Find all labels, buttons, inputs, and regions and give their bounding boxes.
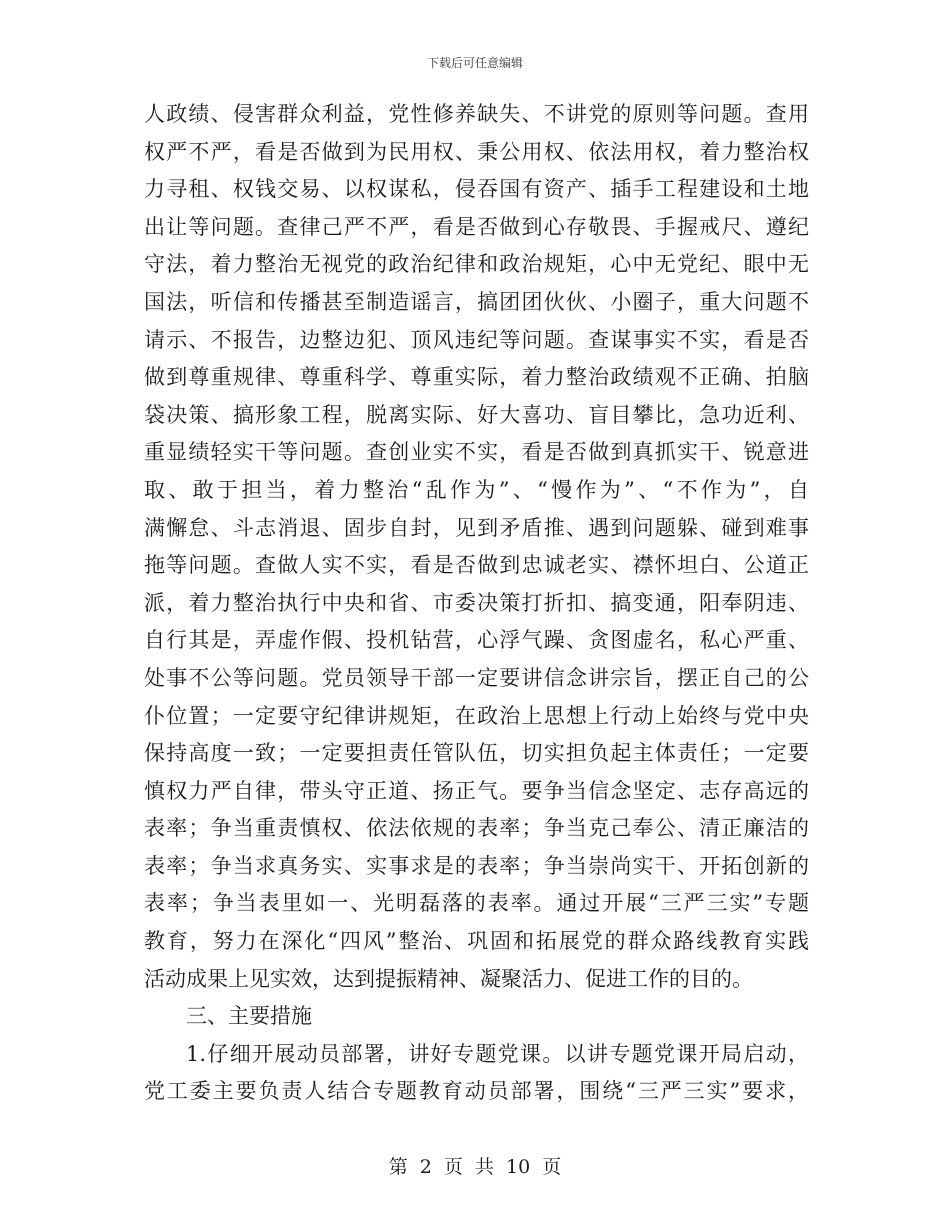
paragraph-line: 活动成果上见实效，达到提振精神、凝聚活力、促进工作的目的。 (144, 966, 753, 991)
paragraph-line: 保持高度一致；一定要担责任管队伍，切实担负起主体责任；一定要 (144, 741, 809, 766)
paragraph-line: 表率；争当求真务实、实事求是的表率；争当崇尚实干、开拓创新的 (144, 853, 809, 878)
page-number-footer: 第 2 页 共 10 页 (388, 1156, 562, 1178)
paragraph-line: 自行其是，弄虚作假、投机钻营，心浮气躁、贪图虚名，私心严重、 (144, 628, 809, 653)
paragraph-line: 表率；争当表里如一、光明磊落的表率。通过开展“三严三实”专题 (144, 891, 809, 916)
paragraph-line: 派，着力整治执行中央和省、市委决策打折扣、搞变通，阳奉阴违、 (144, 590, 809, 615)
paragraph-line: 1.仔细开展动员部署，讲好专题党课。以讲专题党课开局启动， (186, 1041, 809, 1066)
paragraph-line: 国法，听信和传播甚至制造谣言，搞团团伙伙、小圈子，重大问题不 (144, 289, 809, 314)
paragraph-line: 仆位置；一定要守纪律讲规矩，在政治上思想上行动上始终与党中央 (144, 703, 809, 728)
paragraph-line: 重显绩轻实干等问题。查创业实不实，看是否做到真抓实干、锐意进 (144, 440, 809, 465)
document-body (144, 96, 809, 1111)
paragraph-line: 请示、不报告，边整边犯、顶风违纪等问题。查谋事实不实，看是否 (144, 327, 809, 352)
paragraph-line: 拖等问题。查做人实不实，看是否做到忠诚老实、襟怀坦白、公道正 (144, 553, 809, 578)
paragraph-line: 表率；争当重责慎权、依法依规的表率；争当克己奉公、清正廉洁的 (144, 816, 809, 841)
paragraph-line: 慎权力严自律，带头守正道、扬正气。要争当信念坚定、志存高远的 (144, 778, 809, 803)
paragraph-line: 守法，着力整治无视党的政治纪律和政治规矩，心中无党纪、眼中无 (144, 252, 809, 277)
paragraph-line: 满懈怠、斗志消退、固步自封，见到矛盾推、遇到问题躲、碰到难事 (144, 515, 809, 540)
paragraph-line: 取、敢于担当，着力整治“乱作为”、“慢作为”、“不作为”，自 (144, 477, 809, 502)
paragraph-line: 做到尊重规律、尊重科学、尊重实际，着力整治政绩观不正确、拍脑 (144, 365, 809, 390)
paragraph-line: 教育，努力在深化“四风”整治、巩固和拓展党的群众路线教育实践 (144, 929, 809, 954)
paragraph-line: 权严不严，看是否做到为民用权、秉公用权、依法用权，着力整治权 (144, 139, 809, 164)
paragraph-line: 党工委主要负责人结合专题教育动员部署，围绕“三严三实”要求， (144, 1079, 809, 1104)
paragraph-line: 处事不公等问题。党员领导干部一定要讲信念讲宗旨，摆正自己的公 (144, 665, 809, 690)
paragraph-line: 袋决策、搞形象工程，脱离实际、好大喜功、盲目攀比，急功近利、 (144, 402, 809, 427)
paragraph-line: 力寻租、权钱交易、以权谋私，侵吞国有资产、插手工程建设和土地 (144, 177, 809, 202)
page-header-note: 下载后可任意编辑 (426, 56, 523, 70)
paragraph-line: 出让等问题。查律己严不严，看是否做到心存敬畏、手握戒尺、遵纪 (144, 214, 809, 239)
paragraph-line: 人政绩、侵害群众利益，党性修养缺失、不讲党的原则等问题。查用 (144, 102, 809, 126)
section-heading: 三、主要措施 (186, 1004, 312, 1029)
